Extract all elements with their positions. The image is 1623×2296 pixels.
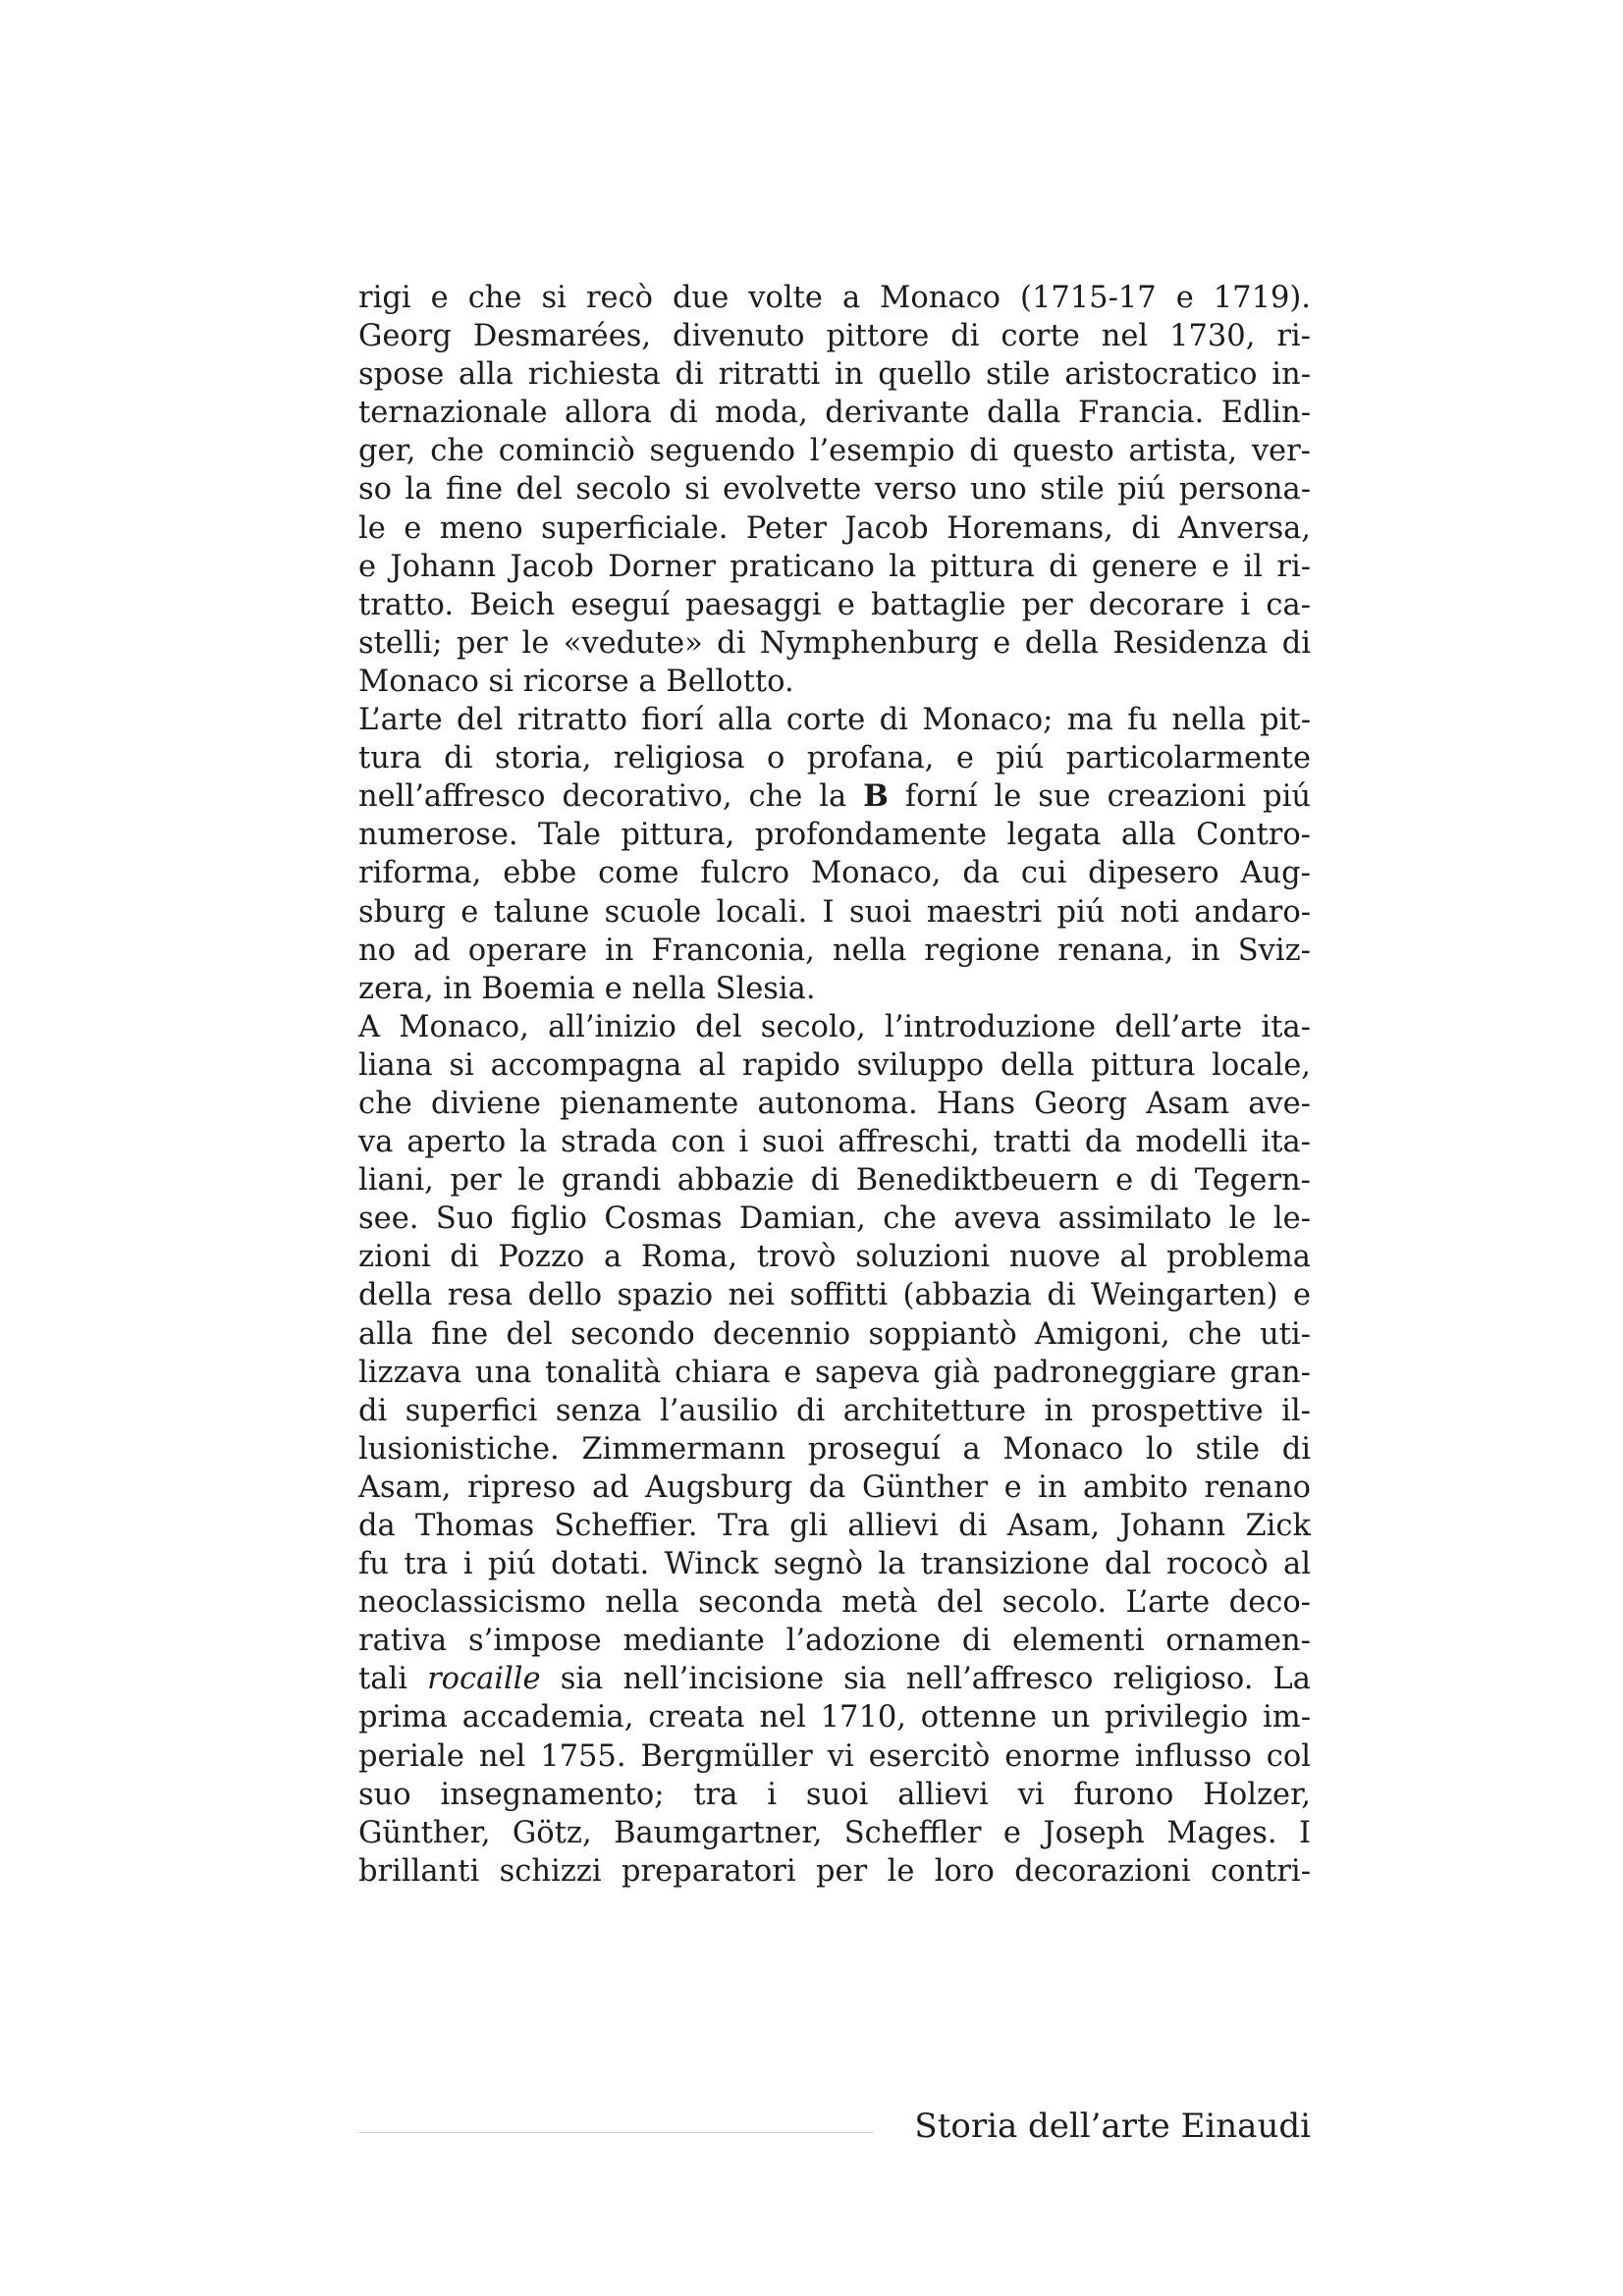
footer-title: Storia dell’arte Einaudi [914, 2107, 1311, 2146]
text-line [358, 1315, 1311, 1354]
text-line [358, 1123, 1311, 1161]
text-segment: suo insegnamento; tra i suoi allievi vi furono Holzer, [358, 1777, 1311, 1812]
text-line [358, 509, 1311, 548]
text-line [358, 1085, 1311, 1123]
text-segment: Monaco si ricorse a Bellotto. [358, 664, 794, 699]
text-segment: va aperto la strada con i suoi affreschi, tratti da modelli ita- [358, 1125, 1311, 1160]
text-line [358, 1507, 1311, 1545]
text-segment: zera, in Boemia e nella Slesia. [358, 971, 816, 1006]
text-segment: liana si accompagna al rapido sviluppo della pittura locale, [358, 1047, 1311, 1083]
text-line [358, 663, 1311, 701]
text-segment: stelli; per le «vedute» di Nymphenburg e della Residenza di [358, 625, 1311, 661]
text-segment: Georg Desmarées, divenuto pittore di corte nel 1730, ri- [358, 319, 1311, 354]
text-line [358, 1046, 1311, 1085]
text-line [358, 854, 1311, 892]
text-segment: da Thomas Scheffier. Tra gli allievi di Asam, Johann Zick [358, 1509, 1311, 1543]
text-segment: di superfici senza l’ausilio di architetture in prospettive il- [358, 1393, 1311, 1428]
text-line [358, 1392, 1311, 1430]
text-segment: forní le sue creazioni piú [888, 779, 1311, 815]
text-segment: A Monaco, all’inizio del secolo, l’introduzione dell’arte ita- [358, 1009, 1311, 1044]
text-segment: tratto. Beich eseguí paesaggi e battaglie per decorare i ca- [358, 587, 1311, 622]
text-line [358, 701, 1311, 739]
text-line [358, 432, 1311, 470]
text-line [358, 355, 1311, 394]
italic-text: rocaille [427, 1662, 541, 1697]
text-line [358, 1545, 1311, 1583]
text-segment: tura di storia, religiosa o profana, e piú particolarmente [358, 741, 1311, 776]
text-line [358, 1008, 1311, 1046]
text-line [358, 816, 1311, 854]
text-line [358, 1161, 1311, 1200]
text-segment: lizzava una tonalità chiara e sapeva già padroneggiare gran- [358, 1355, 1311, 1390]
text-segment: brillanti schizzi preparatori per le loro decorazioni contri- [358, 1853, 1311, 1889]
text-line [358, 279, 1311, 317]
text-line [358, 932, 1311, 970]
text-segment: numerose. Tale pittura, profondamente legata alla Contro- [358, 818, 1311, 853]
text-segment: lusionistiche. Zimmermann proseguí a Monaco lo stile di [358, 1431, 1311, 1467]
text-segment: ger, che cominciò seguendo l’esempio di questo artista, ver- [358, 434, 1311, 469]
text-segment: alla fine del secondo decennio soppiantò Amigoni, che uti- [358, 1316, 1311, 1352]
text-line [358, 1200, 1311, 1238]
text-segment: rigi e che si recò due volte a Monaco (1715-17 e 1719). [358, 281, 1311, 315]
text-line [358, 1276, 1311, 1314]
text-segment: della resa dello spazio nei soffitti (abbazia di Weingarten) e [358, 1278, 1311, 1313]
text-segment: rativa s’impose mediante l’adozione di elementi ornamen- [358, 1624, 1311, 1659]
text-line [358, 1430, 1311, 1468]
text-line [358, 548, 1311, 586]
text-line [358, 893, 1311, 932]
text-segment: tali [358, 1662, 428, 1697]
text-line [358, 777, 1311, 816]
text-segment: sburg e talune scuole locali. I suoi maestri piú noti andaro- [358, 894, 1311, 930]
text-segment: Günther, Götz, Baumgartner, Scheffler e Joseph Mages. I [358, 1815, 1311, 1850]
text-line [358, 1776, 1311, 1814]
text-line [358, 1238, 1311, 1276]
text-line [358, 1814, 1311, 1852]
text-segment: sia nell’incisione sia nell’affresco religioso. La [540, 1662, 1311, 1697]
text-segment: nell’affresco decorativo, che la [358, 779, 864, 815]
text-segment: no ad operare in Franconia, nella regione renana, in Sviz- [358, 933, 1311, 968]
text-segment: zioni di Pozzo a Roma, trovò soluzioni nuove al problema [358, 1240, 1311, 1275]
text-line [358, 739, 1311, 777]
footer-rule [358, 2132, 874, 2133]
text-line [358, 1354, 1311, 1392]
text-segment: neoclassicismo nella seconda metà del secolo. L’arte deco- [358, 1585, 1311, 1621]
bold-text: B [863, 778, 889, 815]
text-segment: ternazionale allora di moda, derivante dalla Francia. Edlin- [358, 396, 1311, 431]
text-line [358, 317, 1311, 355]
text-segment: le e meno superficiale. Peter Jacob Horemans, di Anversa, [358, 510, 1311, 546]
text-segment: e Johann Jacob Dorner praticano la pittura di genere e il ri- [358, 549, 1311, 584]
text-line [358, 586, 1311, 624]
text-line [358, 1468, 1311, 1507]
text-segment: che diviene pienamente autonoma. Hans Georg Asam ave- [358, 1086, 1311, 1121]
text-line [358, 470, 1311, 508]
text-segment: so la fine del secolo si evolvette verso uno stile piú persona- [358, 472, 1311, 507]
text-segment: see. Suo figlio Cosmas Damian, che aveva assimilato le le- [358, 1201, 1311, 1237]
text-line [358, 1737, 1311, 1776]
text-segment: spose alla richiesta di ritratti in quello stile aristocratico in- [358, 357, 1311, 393]
text-line [358, 1583, 1311, 1622]
text-line [358, 970, 1311, 1008]
text-segment: prima accademia, creata nel 1710, ottenne un privilegio im- [358, 1700, 1311, 1735]
text-segment: liani, per le grandi abbazie di Benediktbeuern e di Tegern- [358, 1163, 1311, 1199]
body-text [358, 279, 1311, 1891]
text-line [358, 394, 1311, 432]
text-segment: periale nel 1755. Bergmüller vi esercitò enorme influsso col [358, 1738, 1311, 1774]
text-segment: fu tra i piú dotati. Winck segnò la transizione dal rococò al [358, 1547, 1311, 1582]
text-line [358, 1660, 1311, 1698]
text-line [358, 1698, 1311, 1736]
text-line [358, 624, 1311, 663]
text-line [358, 1852, 1311, 1891]
text-segment: Asam, ripreso ad Augsburg da Günther e in ambito renano [358, 1469, 1311, 1505]
text-segment: L’arte del ritratto fiorí alla corte di Monaco; ma fu nella pit- [358, 703, 1311, 738]
text-segment: riforma, ebbe come fulcro Monaco, da cui dipesero Aug- [358, 856, 1311, 891]
text-line [358, 1622, 1311, 1660]
